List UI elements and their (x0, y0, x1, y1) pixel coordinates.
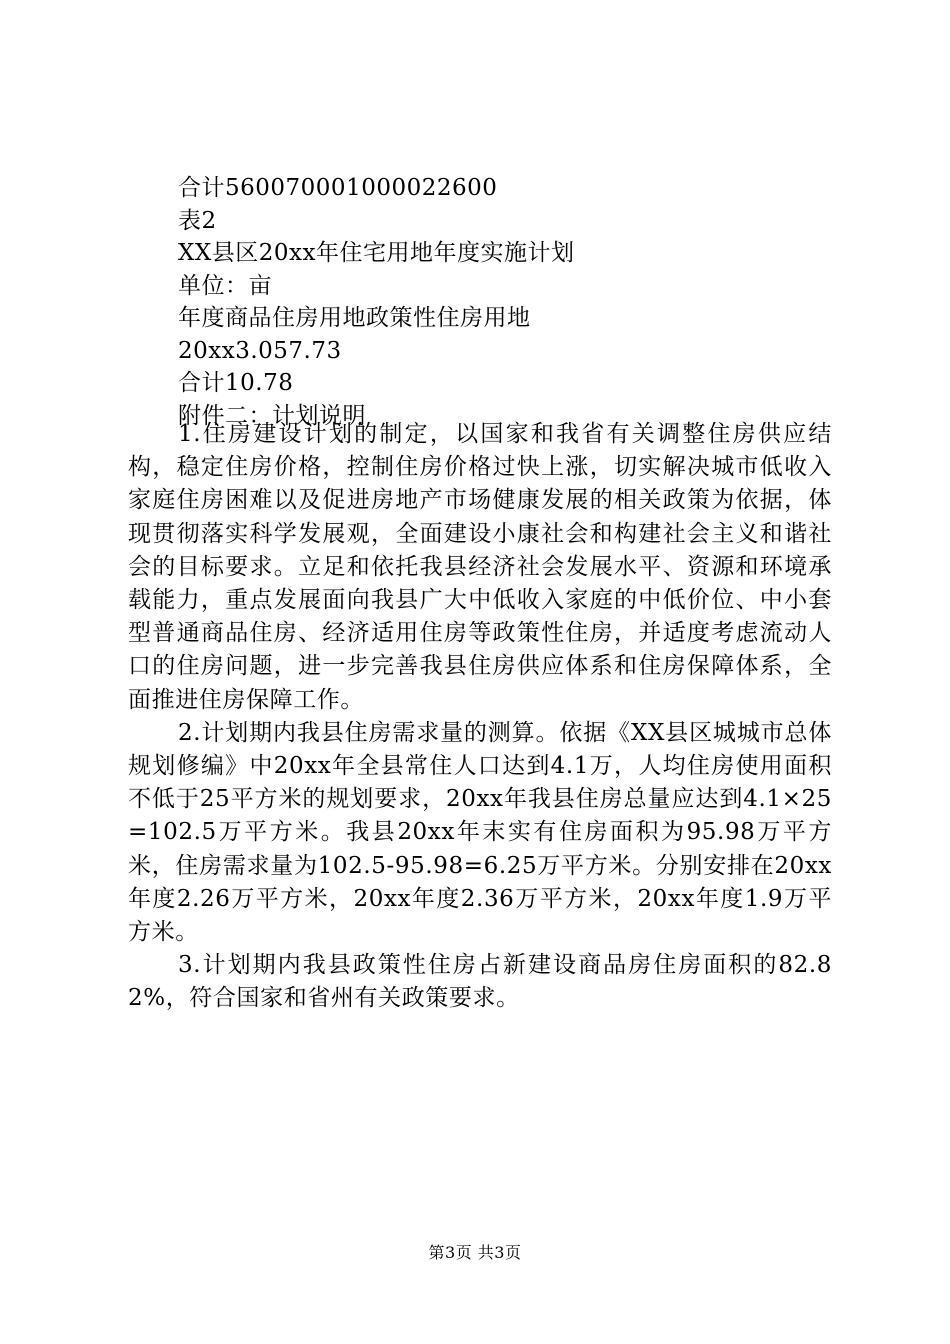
table-row-line: 20xx3.057.73 (178, 337, 342, 364)
unit-line: 单位：亩 (178, 272, 272, 299)
page-footer: 第3页 共3页 (428, 1243, 522, 1262)
paragraph-1: 1.住房建设计划的制定，以国家和我省有关调整住房供应结构，稳定住房价格，控制住房价格过快上涨，切实解决城市低收入家庭住房困难以及促进房地产市场健康发展的相关政策为依据，体现贯彻落实科学发展观，全面建设小康社会和构建社会主义和谐社会的目标要求。立足和依托我县经济社会发展水平、资源和环境承载能力，重点发展面向我县广大中低收入家庭的中低价位、中小套型普通商品住房、经济适用住房等政策性住房，并适度考虑流动人口的住房问题，进一步完善我县住房供应体系和住房保障体系，全面推进住房保障工作。 (128, 421, 832, 713)
total-line-2: 合计10.78 (178, 370, 294, 396)
appendix-title: 附件二：计划说明 (178, 402, 366, 429)
table-title: XX县区20xx年住宅用地年度实施计划 (178, 240, 575, 266)
paragraph-3: 3.计划期内我县政策性住房占新建设商品房住房面积的82.82%，符合国家和省州有关政策要求。 (128, 952, 832, 1012)
header-lines (178, 172, 838, 432)
total-line-1: 合计560070001000022600 (178, 175, 498, 201)
table-label: 表2 (178, 207, 217, 234)
table-header-line: 年度商品住房用地政策性住房用地 (178, 305, 531, 331)
body-text (128, 418, 832, 1016)
paragraph-2: 2.计划期内我县住房需求量的测算。依据《XX县区城城市总体规划修编》中20xx年全县常住人口达到4.1万，人均住房使用面积不低于25平方米的规划要求，20xx年我县住房总量应达到4.1×25=102.5万平方米。我县20xx年末实有住房面积为95.98万平方米，住房需求量为102.5-95.98=6.25万平方米。分别安排在20xx年度2.26万平方米，20xx年度2.36万平方米，20xx年度1.9万平方米。 (128, 719, 832, 946)
